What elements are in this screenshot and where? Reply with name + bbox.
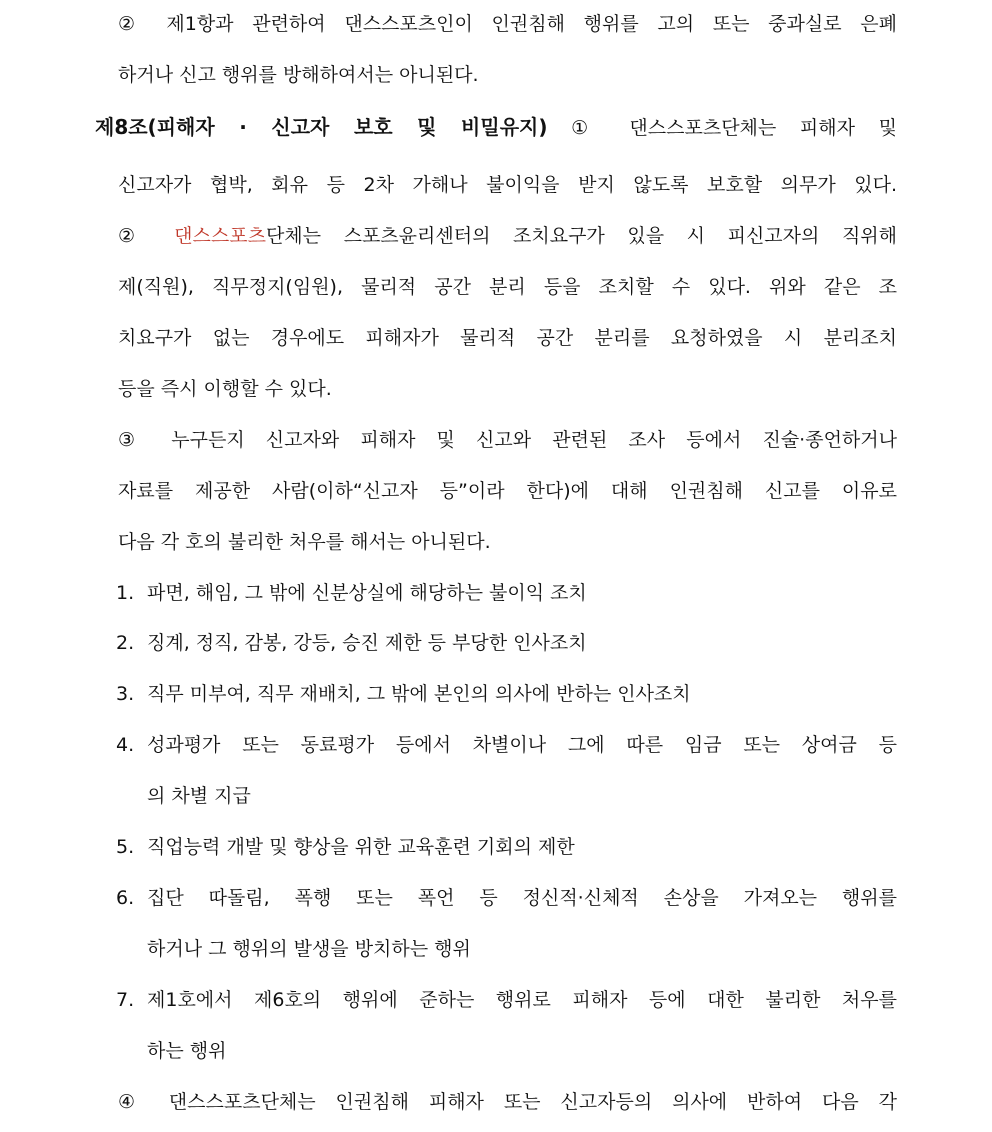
paragraph-line: ② 제1항과 관련하여 댄스스포츠인이 인권침해 행위를 고의 또는 중과실로 은폐 [118, 13, 897, 35]
list-number: 1. [116, 582, 135, 604]
list-item: 파면, 해임, 그 밖에 신분상실에 해당하는 불이익 조치 [147, 582, 587, 604]
paragraph-line: ④ 댄스스포츠단체는 인권침해 피해자 또는 신고자등의 의사에 반하여 다음 각 [118, 1091, 897, 1113]
article-8-heading: 제8조(피해자 · 신고자 보호 및 비밀유지) [95, 115, 548, 139]
list-item: 징계, 정직, 감봉, 강등, 승진 제한 등 부당한 인사조치 [147, 632, 587, 654]
list-number: 7. [116, 989, 135, 1011]
list-item-continuation: 하는 행위 [147, 1040, 227, 1062]
article-8-line [95, 112, 897, 142]
list-number: 3. [116, 683, 135, 705]
paragraph-line: 다음 각 호의 불리한 처우를 해서는 아니된다. [118, 531, 491, 553]
paragraph-line: 하거나 신고 행위를 방해하여서는 아니된다. [118, 64, 479, 86]
paragraph-line [118, 221, 897, 251]
paragraph-line: 신고자가 협박, 회유 등 2차 가해나 불이익을 받지 않도록 보호할 의무가 있다. [118, 174, 897, 196]
list-item: 직업능력 개발 및 향상을 위한 교육훈련 기회의 제한 [147, 836, 575, 858]
paragraph-text: 단체는 스포츠윤리센터의 조치요구가 있을 시 피신고자의 직위해 [265, 225, 898, 247]
list-item: 제1호에서 제6호의 행위에 준하는 행위로 피해자 등에 대한 불리한 처우를 [147, 989, 897, 1011]
paragraph-text: ① 댄스스포츠단체는 피해자 및 [547, 117, 897, 139]
list-item-continuation: 의 차별 지급 [147, 785, 251, 807]
paragraph-line: 치요구가 없는 경우에도 피해자가 물리적 공간 분리를 요청하였을 시 분리조치 [118, 327, 897, 349]
list-item-continuation: 하거나 그 행위의 발생을 방치하는 행위 [147, 938, 471, 960]
clause-marker: ② [118, 225, 175, 247]
paragraph-line: 자료를 제공한 사람(이하“신고자 등”이라 한다)에 대해 인권침해 신고를 이유로 [118, 480, 897, 502]
list-number: 5. [116, 836, 135, 858]
list-item: 성과평가 또는 동료평가 등에서 차별이나 그에 따른 임금 또는 상여금 등 [147, 734, 897, 756]
list-item: 집단 따돌림, 폭행 또는 폭언 등 정신적·신체적 손상을 가져오는 행위를 [147, 887, 897, 909]
list-number: 6. [116, 887, 135, 909]
paragraph-line: 등을 즉시 이행할 수 있다. [118, 378, 332, 400]
paragraph-line: ③ 누구든지 신고자와 피해자 및 신고와 관련된 조사 등에서 진술·종언하거나 [118, 429, 897, 451]
paragraph-line: 제(직원), 직무정지(임원), 물리적 공간 분리 등을 조치할 수 있다. 위와 같은 조 [118, 276, 897, 298]
list-item: 직무 미부여, 직무 재배치, 그 밖에 본인의 의사에 반하는 인사조치 [147, 683, 691, 705]
highlighted-text: 댄스스포츠 [174, 225, 266, 247]
list-number: 4. [116, 734, 135, 756]
list-number: 2. [116, 632, 135, 654]
